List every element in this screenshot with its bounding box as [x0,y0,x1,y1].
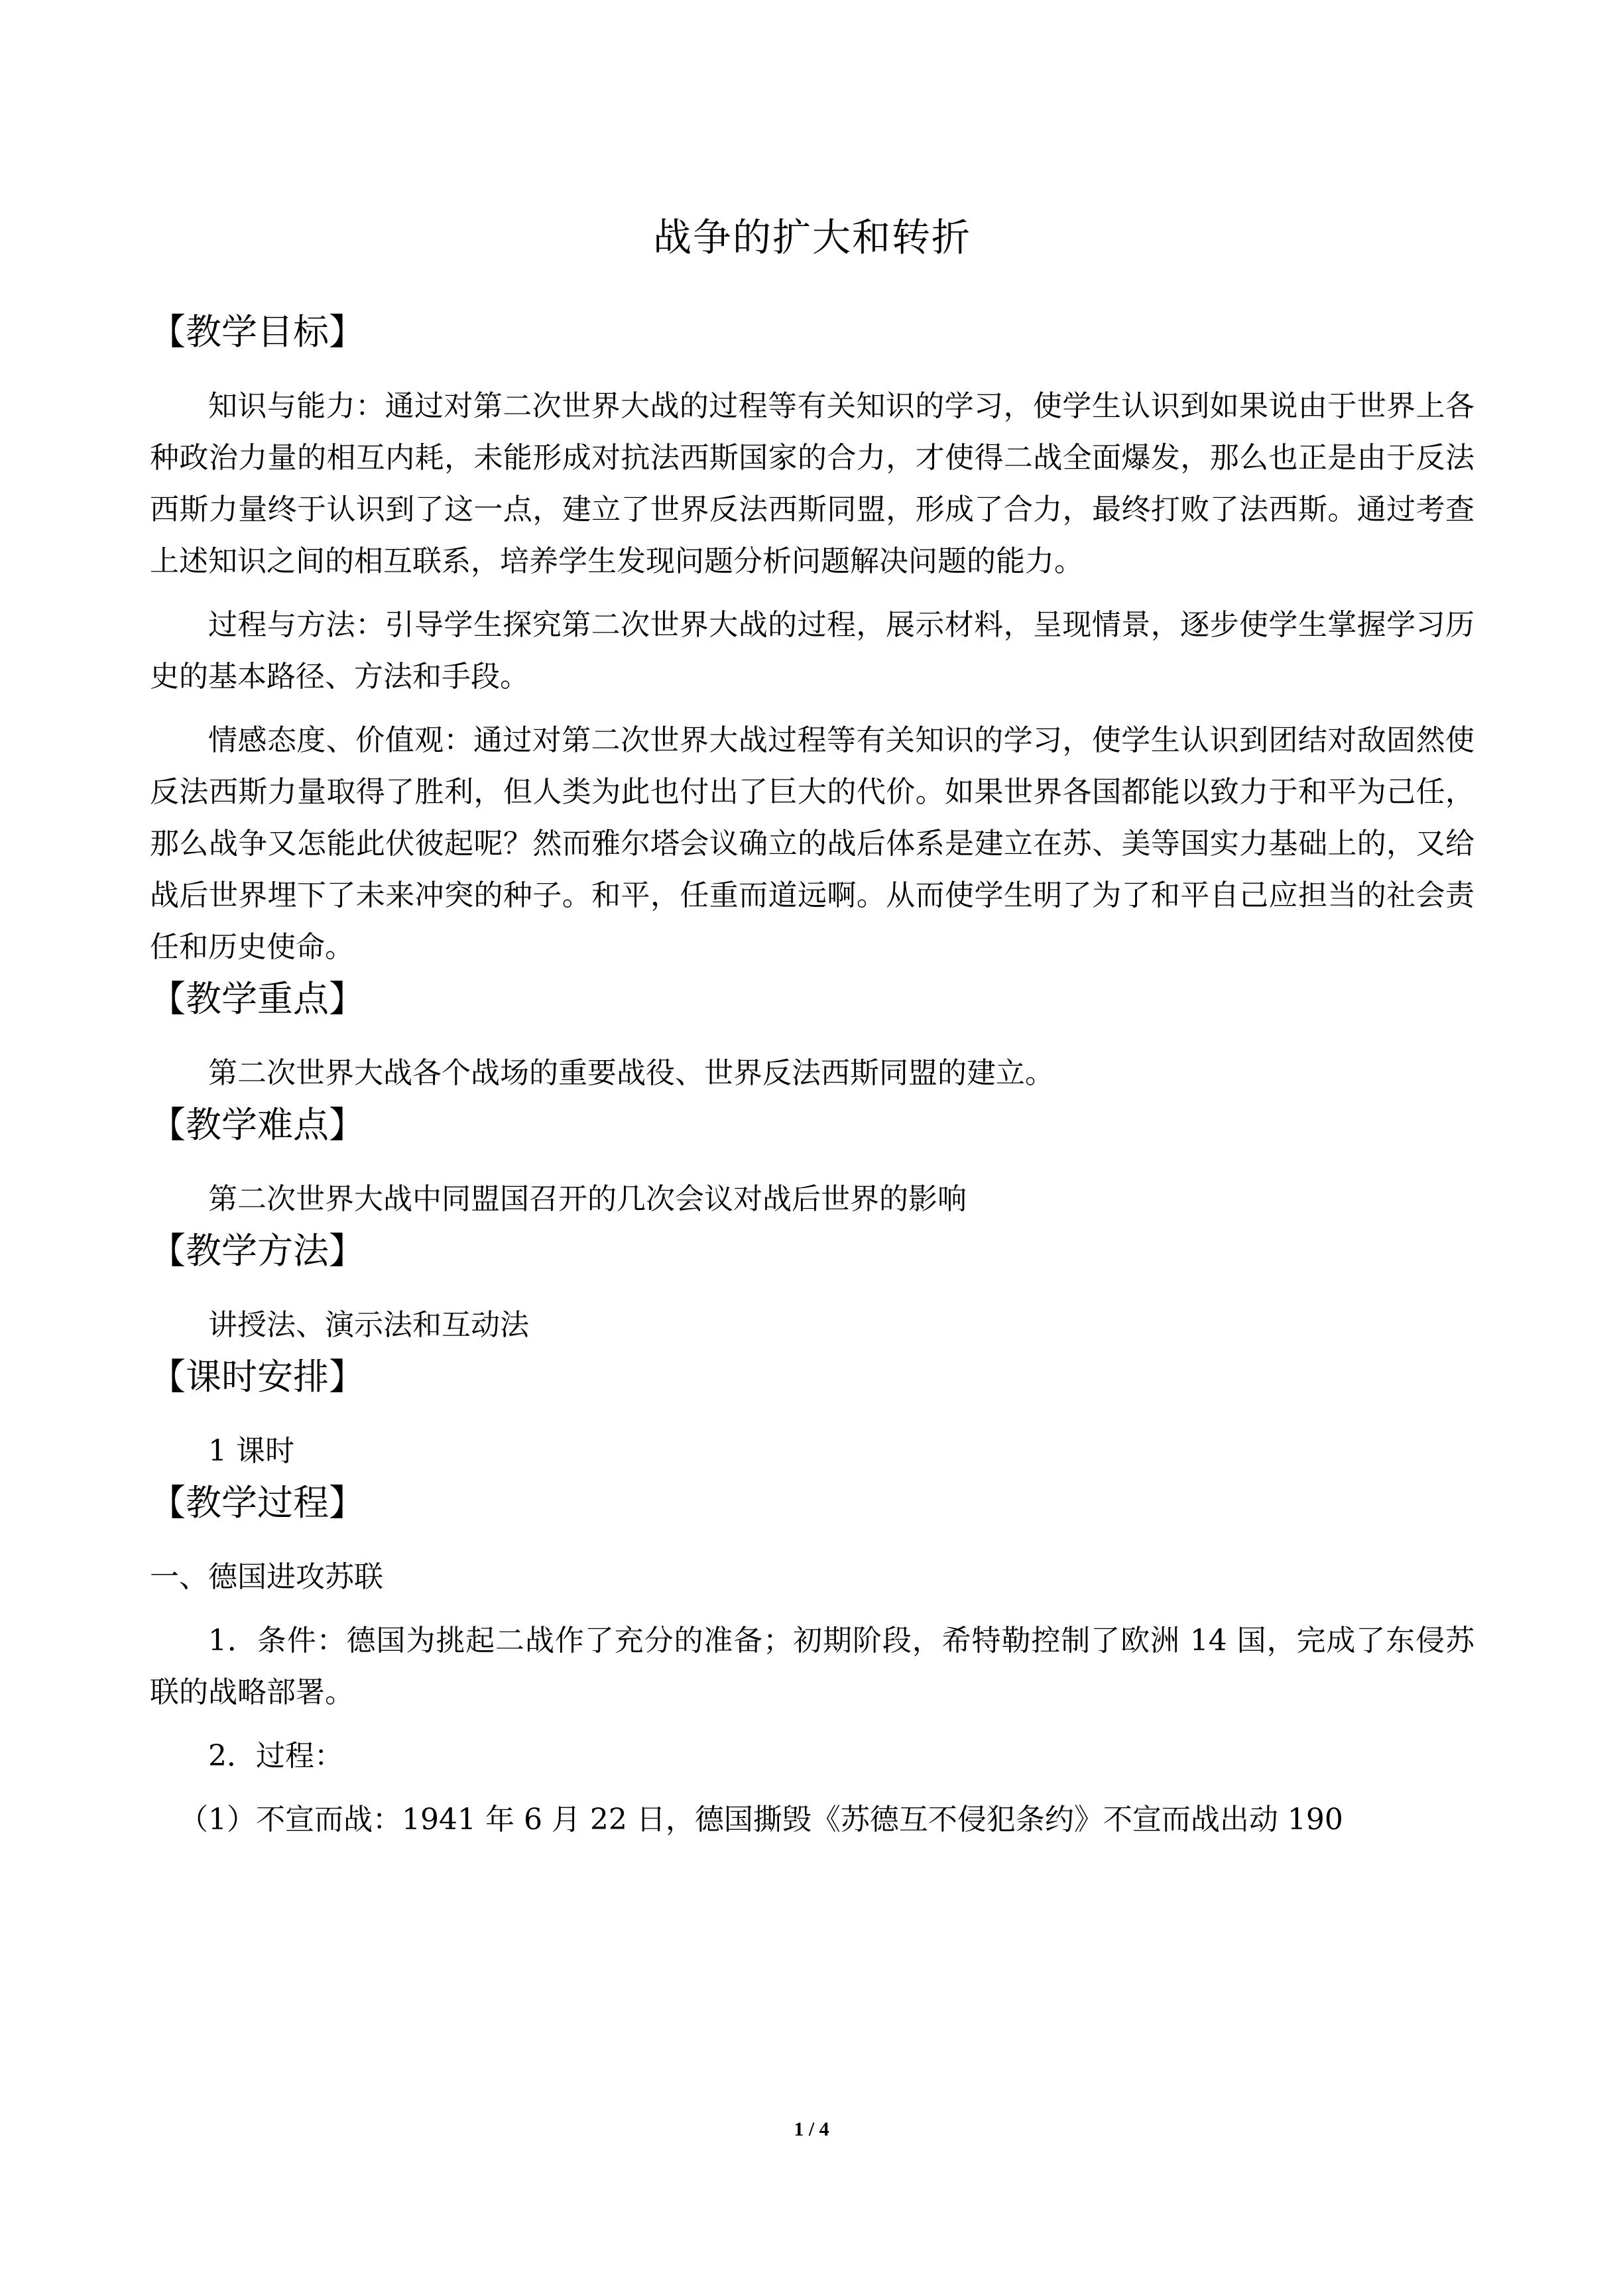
section-heading-process: 【教学过程】 [150,1482,365,1524]
section-heading-key-points: 【教学重点】 [150,978,365,1020]
paragraph-key-points: 第二次世界大战各个战场的重要战役、世界反法西斯同盟的建立。 [208,1056,1054,1090]
document-title: 战争的扩大和转折 [652,215,971,260]
paragraph-schedule: 1 课时 [208,1434,294,1468]
process-subheading: 一、德国进攻苏联 [150,1560,383,1594]
process-item-course: 2．过程： [208,1739,343,1773]
paragraph-emotion-values: 情感态度、价值观：通过对第二次世界大战过程等有关知识的学习，使学生认识到团结对敌固然使反法西斯力量取得了胜利，但人类为此也付出了巨大的代价。如果世界各国都能以致力于和平为己任，那么战争又怎能此伏彼起呢？然而雅尔塔会议确立的战后体系是建立在苏、美等国实力基础上的，又给战后世界埋下了未来冲突的种子。和平，任重而道远啊。从而使学生明了为了和平自己应担当的社会责任和历史使命。 [150,723,1474,964]
paragraph-difficulties: 第二次世界大战中同盟国召开的几次会议对战后世界的影响 [208,1182,967,1216]
process-item-surprise-attack: （1）不宣而战：1941 年 6 月 22 日，德国撕毁《苏德互不侵犯条约》不宣而战出动 190 [179,1803,1343,1837]
section-heading-difficulties: 【教学难点】 [150,1104,365,1146]
paragraph-knowledge-ability: 知识与能力：通过对第二次世界大战的过程等有关知识的学习，使学生认识到如果说由于世界上各种政治力量的相互内耗，未能形成对抗法西斯国家的合力，才使得二战全面爆发，那么也正是由于反法西斯力量终于认识到了这一点，建立了世界反法西斯同盟，形成了合力，最终打败了法西斯。通过考查上述知识之间的相互联系，培养学生发现问题分析问题解决问题的能力。 [150,389,1474,578]
page-number: 1 / 4 [794,2118,829,2140]
section-heading-methods: 【教学方法】 [150,1230,365,1272]
paragraph-methods: 讲授法、演示法和互动法 [208,1308,529,1342]
paragraph-process-method: 过程与方法：引导学生探究第二次世界大战的过程，展示材料，呈现情景，逐步使学生掌握学习历史的基本路径、方法和手段。 [150,608,1474,694]
section-heading-schedule: 【课时安排】 [150,1356,365,1398]
section-heading-objectives: 【教学目标】 [150,311,365,353]
document-body [150,204,1474,1846]
process-item-conditions: 1．条件：德国为挑起二战作了充分的准备；初期阶段，希特勒控制了欧洲 14 国，完成了东侵苏联的战略部署。 [150,1624,1474,1709]
